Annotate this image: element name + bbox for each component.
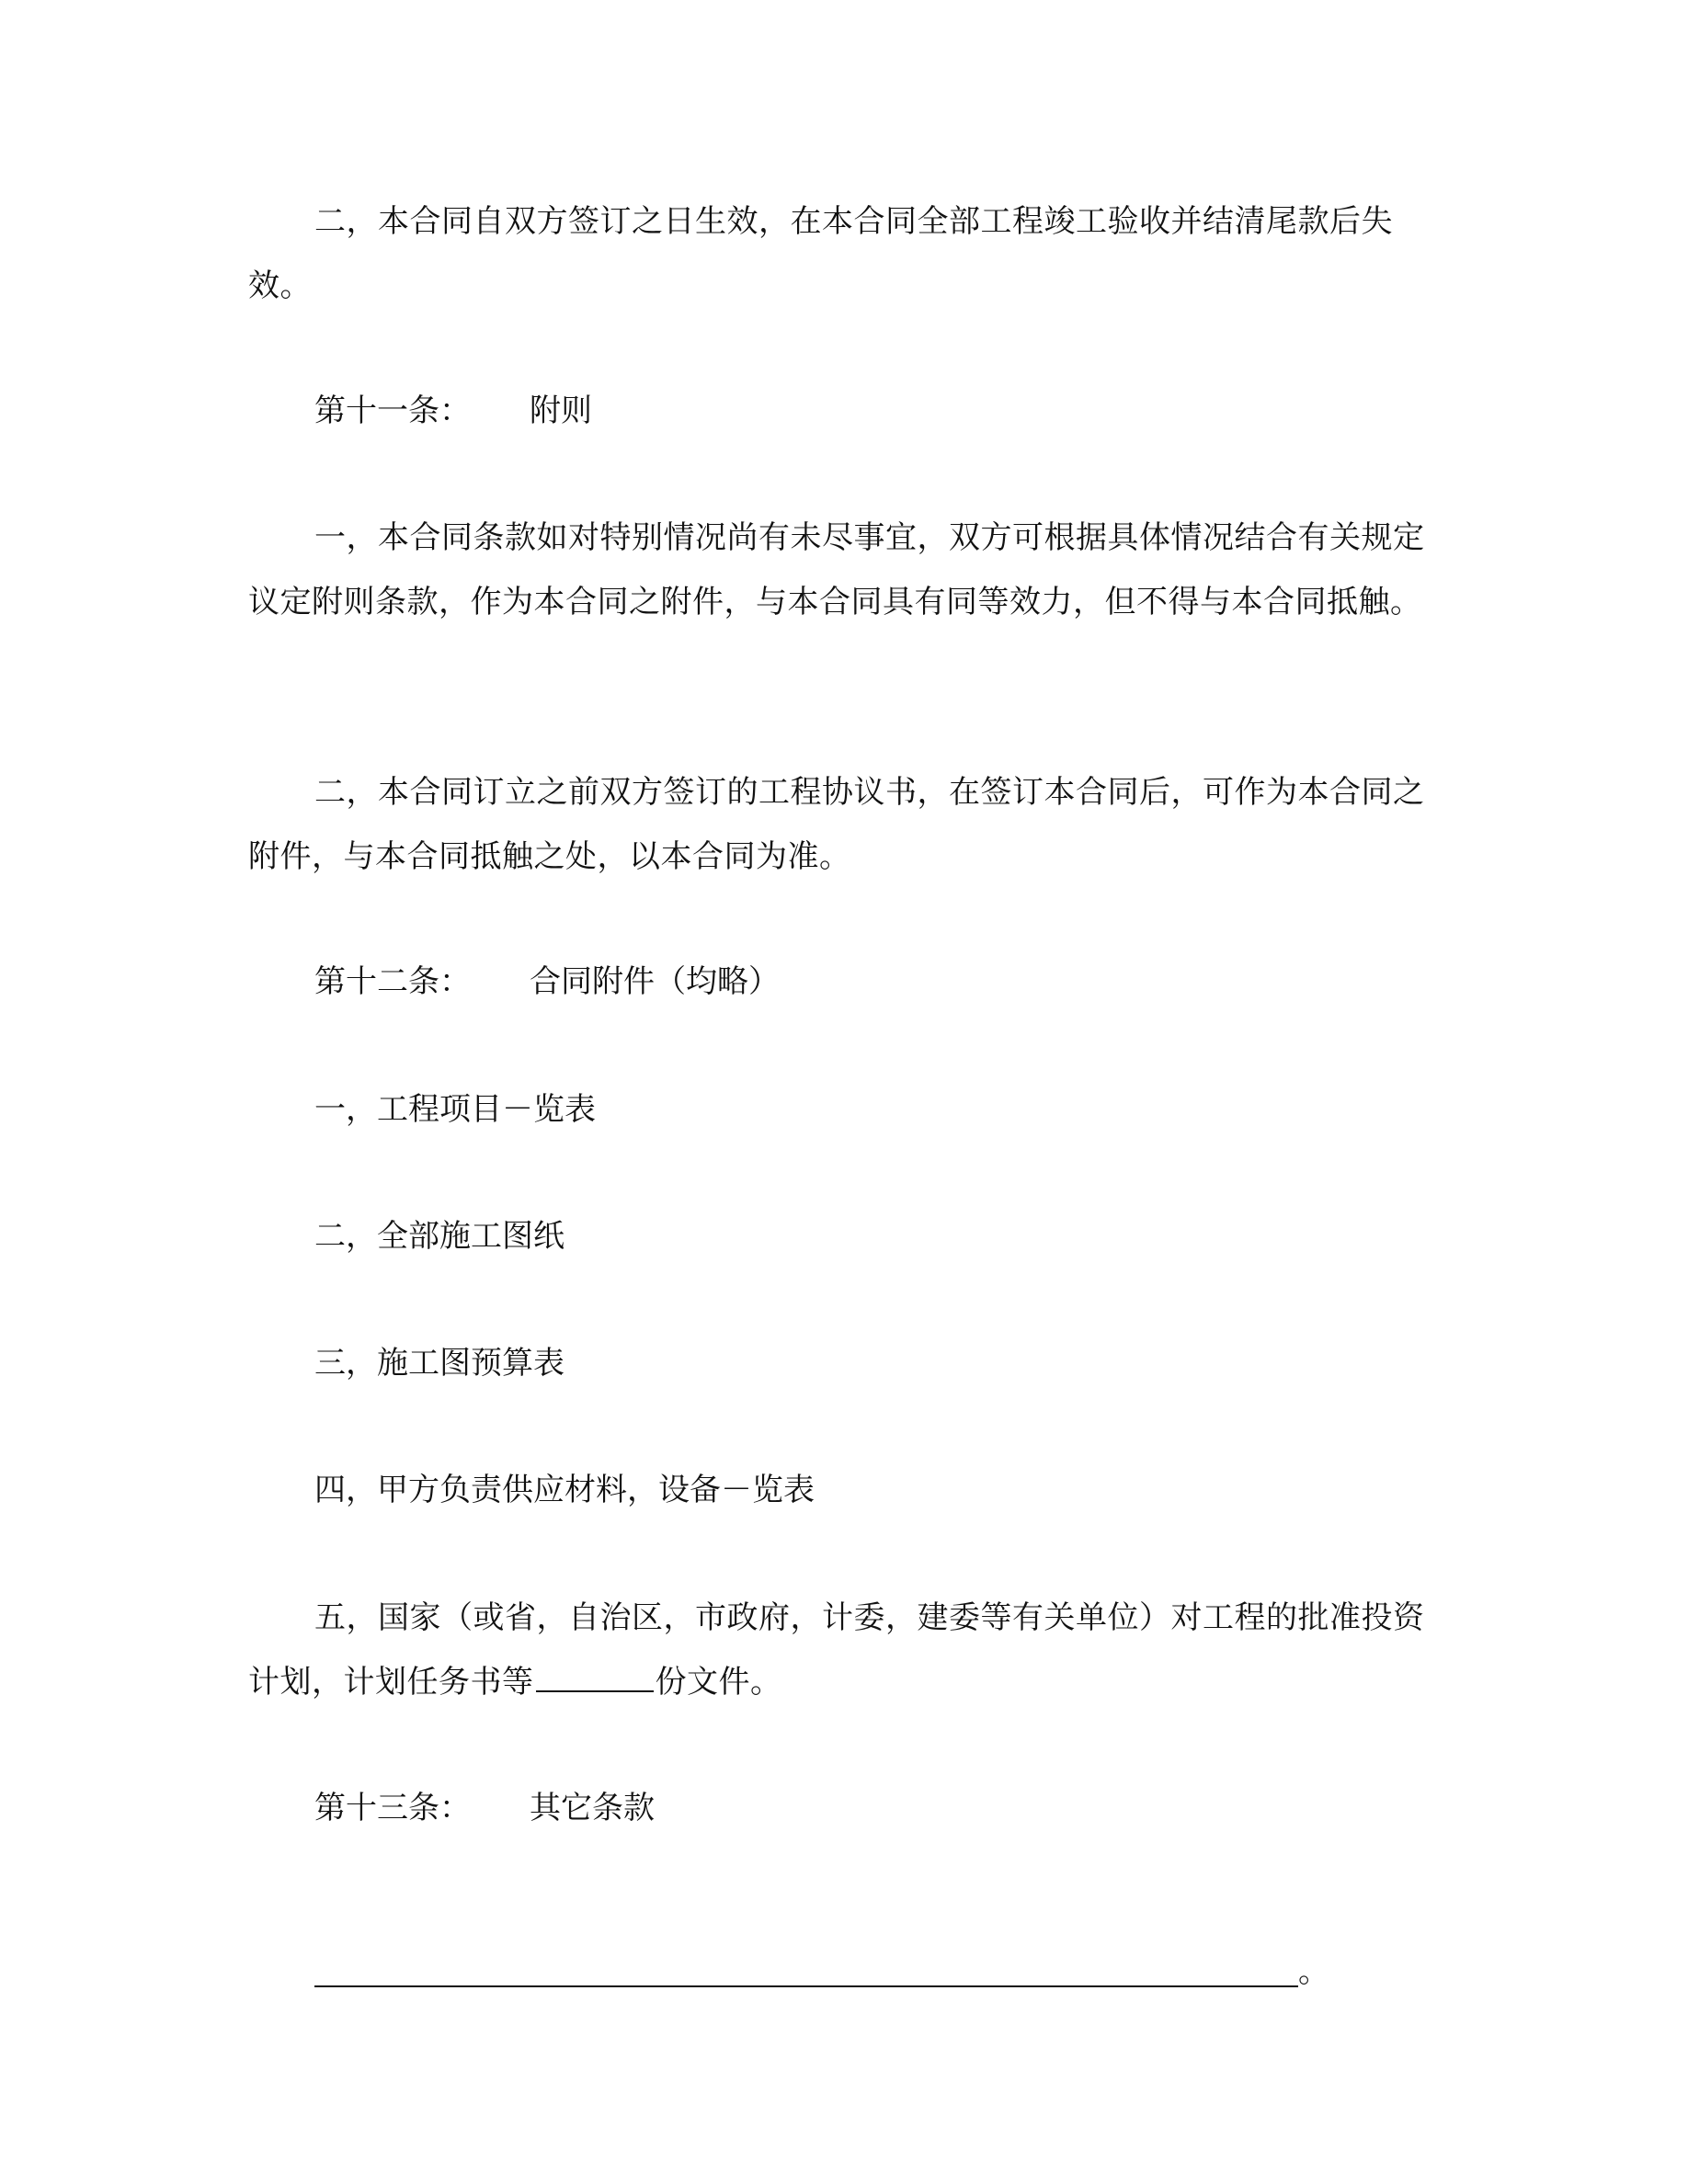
article-11-title: 附则 xyxy=(530,392,592,429)
other-terms-blank-line xyxy=(314,1939,1329,2004)
article-12-heading xyxy=(314,950,780,1014)
attachment-item-2: 二，全部施工图纸 xyxy=(314,1218,565,1255)
article-12-title: 合同附件（均略） xyxy=(530,963,780,1000)
article-13-heading xyxy=(314,1776,655,1840)
blank-rule xyxy=(314,1985,1298,1987)
article-11-number: 第十一条： xyxy=(314,392,471,429)
attachment-item-3: 三，施工图预算表 xyxy=(314,1345,565,1382)
attachment-item-4: 四，甲方负责供应材料，设备－览表 xyxy=(314,1472,815,1508)
paragraph-contract-effective: 二，本合同自双方签订之日生效，在本合同全部工程竣工验收并结清尾款后失效。 xyxy=(248,203,1393,304)
article-11-heading xyxy=(314,379,592,443)
attachment-item-1: 一，工程项目－览表 xyxy=(314,1091,596,1128)
attachment-item-5 xyxy=(248,1586,1434,1714)
final-punctuation: 。 xyxy=(1298,1953,1329,1990)
paragraph-prior-agreement: 二，本合同订立之前双方签订的工程协议书，在签订本合同后，可作为本合同之附件，与本合同抵触之处，以本合同为准。 xyxy=(248,774,1425,875)
article-13-title: 其它条款 xyxy=(530,1790,655,1826)
article-13-number: 第十三条： xyxy=(314,1790,471,1826)
attachment-item-5-text: 五，国家（或省，自治区，市政府，计委，建委等有关单位）对工程的批准投资计划，计划任务书等 xyxy=(248,1599,1425,1701)
fill-in-blank-count xyxy=(536,1663,654,1692)
attachment-item-5-suffix: 份文件。 xyxy=(655,1664,782,1701)
article-12-number: 第十二条： xyxy=(314,963,471,1000)
paragraph-supplementary-rules: 一，本合同条款如对特别情况尚有未尽事宜，双方可根据具体情况结合有关规定议定附则条款，作为本合同之附件，与本合同具有同等效力，但不得与本合同抵触。 xyxy=(248,519,1425,620)
